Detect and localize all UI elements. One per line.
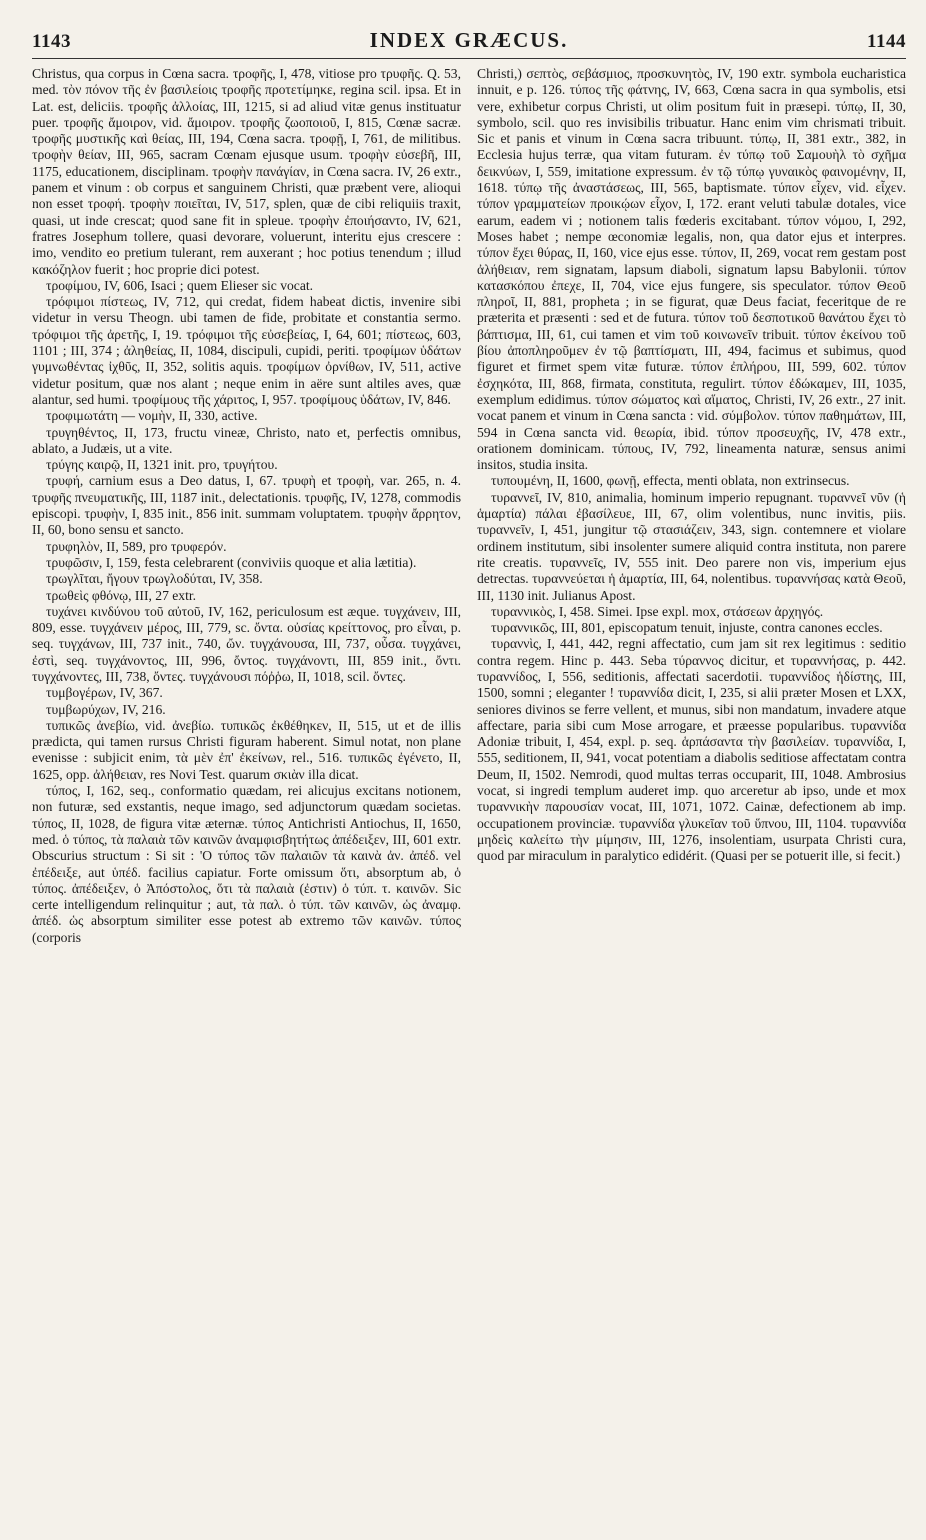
index-entry: τυπικῶς ἀνεβίω, vid. ἀνεβίω. τυπικῶς ἐκθέθηκεν, II, 515, ut et de illis prædicta, qui tamen rursus Christi figuram haberent. Simul notat, non plane evenisse : subjicit enim, τὰ μὲν ἐπ' ἐκείνων, rel., 516. τυπικῶς ἐγένετο, II, 1625, opp. ἀλήθειαν, res Novi Test. quarum σκιὰν illa dicat. — [32, 717, 461, 782]
index-entry: τροφιμωτάτη — νομὴν, II, 330, active. — [46, 408, 258, 424]
index-entry: τυχάνει κινδύνου τοῦ αὐτοῦ, IV, 162, periculosum est æque. τυγχάνειν, III, 809, esse. τυγχάνειν μέρος, III, 779, sc. ὄντα. οὐσίας κρείττονος, pro εἶναι, p. seq. τυγχάνων, III, 737 init., 740, ὤν. τυγχάνουσα, III, 737, οὖσα. τυγχάνει, ἐστὶ, seq. τυγχάνοντος, III, 996, ὄντος. τυγχάνοντι, III, 859 init., ὄντι. τυγχάνοντες, III, 738, ὄντες. τυγχάνουσι πόῤῥω, II, 1018, scil. ὄντες. — [32, 603, 461, 684]
index-entry: τρωθεὶς φθόνῳ, III, 27 extr. — [46, 587, 197, 603]
index-entry: Christus, qua corpus in Cœna sacra. τροφῆς, I, 478, vitiose pro τρυφῆς. Q. 53, med. τὸν πόνον τῆς ἐν βασιλείοις τροφῆς προτετίμηκε, regina scil. ipsa. Et in Lat. est, deliciis. τροφῆς ἀλλοίας, III, 1215, si ad aliud vitæ genus instituatur puer. τροφῆς ἄμοιρον, vid. ἄμοιρον. τροφῆς ζωοποιοῦ, I, 815, Cœnæ sacræ. τροφῆς μυστικῆς καὶ θείας, III, 194, Cœna sacra. τροφῇ, I, 761, de militibus. τροφὴν θείαν, III, 965, sacram Cœnam ejusque usum. τροφὴν εὐσεβῆ, III, 1175, educationem, disciplinam. τροφὴν πανάγίαν, in Cœna sacra. IV, 26 extr., panem et vinum : ob corpus et sanguinem Christi, quæ præbent vere, alioqui non esset τροφή. τροφὴν ποιεῖται, IV, 517, splen, quæ de cibi reliquiis traxit, quasi, ut inde crescat; quod sane fit in spleue. τροφὴν ἐποιήσαντο, IV, 621, fratres Josephum tollere, quasi devorare, voluerunt, interitu ejus crescere : imo, vendito eo pretium tulerant, rem auxerant ; hoc potius tenendum ; illud κακόζηλον fuerit ; hoc proprie dici potest. — [32, 66, 461, 277]
text-columns — [32, 66, 906, 1532]
index-entry: τυραννικῶς, III, 801, episcopatum tenuit, injuste, contra canones eccles. — [491, 620, 883, 636]
index-entry: τυραννὶς, I, 441, 442, regni affectatio, cum jam sit rex legitimus : seditio contra regem. Hinc p. 443. Seba τύραννος dicitur, et τυραννήσας, p. 442. τυραννίδος, I, 556, seditionis, affectati sacerdotii. τυραννίδος ἡδίστης, III, 1500, somni ; eleganter ! τυραννίδα dicit, I, 235, si alii præter Mosen et LXX, seniores divinos se ferre vellent, et munus, sibi non mandatum, invadere atque affectare, paria sibi cum Mose arrogare, et præesse popularibus. τυραννίδα Adoniæ tribuit, I, 454, expl. p. seq. ἁρπάσαντα τὴν βασιλείαν. τυραννίδα, I, 555, seditionem, II, 941, vocat potentiam a diabolis seditiose affectatam contra Deum, II, 1502. Nemrodi, quod multas terras occuparit, III, 1048. Ambrosius vocat, si ingredi templum auderet imp. quo arceretur ab ipso, unde et mox τυραννικὴν παρουσίαν vocat, III, 1071, 1072. Cainæ, defectionem ab imp. occupationem provinciæ. τυραννίδα γλυκεῖαν τοῦ ὕπνου, III, 1104. τυραννίδα μηδεὶς καλείτω τὴν μίμησιν, III, 1276, insolentiam, usurpata Christi cura, quod par miraculum in paralytico edidérit. (Quasi per se potuerit ille, si fecit.) — [477, 636, 906, 864]
page-number-right: 1144 — [867, 31, 906, 52]
left-column — [32, 66, 461, 1532]
header-rule — [32, 58, 906, 59]
running-title: INDEX GRÆCUS. — [369, 28, 569, 52]
right-column — [477, 66, 906, 1532]
index-entry: τυραννεῖ, IV, 810, animalia, hominum imperio repugnant. τυραννεῖ νῦν (ἡ ἁμαρτία) πάλαι ἐβασίλευε, III, 67, olim volentibus, nunc invitis, piis. τυραννεῖν, I, 451, jungitur τῷ στασιάζειν, 343, sign. contemnere et violare ordinem institutum, sibi insolenter sumere aliquid contra instituta, non parere rite creatis. τυραννεῖς, IV, 555 init. Deo parere non vis, imperium ejus detrectas. τυραννεύεται ἡ ἁμαρτία, III, 64, nolentibus. τυραννήσας κατὰ Θεοῦ, III, 1130 init. Julianus Apost. — [477, 489, 906, 603]
index-entry: τρωγλῖται, ἤγουν τρωγλοδύται, IV, 358. — [46, 571, 263, 587]
index-entry: τυμβωρύχων, IV, 216. — [46, 701, 166, 717]
index-entry: τρόφιμοι πίστεως, IV, 712, qui credat, fidem habeat dictis, invenire sibi videtur in versu Theogn. ubi tamen de fide, probitate et constantia sermo. τρόφιμοι τῆς ἀρετῆς, I, 19. τρόφιμοι τῆς εὐσεβείας, I, 64, 601; πίστεως, 603, 1101 ; III, 374 ; ἀληθείας, II, 1084, discipuli, cupidi, periti. τροφίμων ὑδάτων γυμνωθέντας ἰχθῦς, II, 352, solitis aquis. τροφίμων ὀρνίθων, IV, 511, active videtur positum, quæ nos alant ; neque enim in aëre sunt altiles aves, quæ alantur, sed humi. τροφίμους τῆς χάριτος, I, 957. τροφίμους ὑδάτων, IV, 846. — [32, 294, 461, 407]
index-entry: τροφίμου, IV, 606, Isaci ; quem Elieser sic vocat. — [46, 277, 314, 293]
page-number-left: 1143 — [32, 31, 71, 52]
index-entry: τρύγης καιρῷ, II, 1321 init. pro, τρυγήτου. — [46, 457, 278, 473]
index-entry: τρυφῶσιν, I, 159, festa celebrarent (conviviis quoque et alia lætitia). — [46, 554, 417, 570]
index-entry: τυραννικὸς, I, 458. Simei. Ipse expl. mox, στάσεων ἀρχηγός. — [491, 603, 824, 619]
page-header — [32, 28, 906, 54]
index-entry: τυπουμένη, II, 1600, φωνῇ, effecta, menti oblata, non extrinsecus. — [491, 473, 850, 489]
index-entry: τρυφηλὸν, II, 589, pro τρυφερόν. — [46, 538, 227, 554]
index-entry: Christi,) σεπτὸς, σεβάσμιος, προσκυνητὸς, IV, 190 extr. symbola eucharistica innuit, e p. 126. τύπος τῆς φάτνης, IV, 663, Cœna sacra in qua symbolis, etsi vere, exhibetur corpus Christi, ut olim positum fuit in præsepi. τύπῳ, II, 30, symbolo, scil. quo res invisibilis tribuatur. Hanc enim vim chrismati tribuit. Sic et panis et vinum in Cœna sacra tribuunt. τύπῳ, II, 381 extr., 382, in Ecclesia hujus terræ, qua vitam futuram. ἐν τύπῳ τοῦ Σαμουὴλ τὸ σχῆμα δεικνύων, I, 559, imitatione expressum. ἐν τῷ τύπῳ γυναικὸς φαινομένην, II, 1618. τύπῳ τῆς ἀναστάσεως, III, 565, baptismate. τύπον εἶχεν, vid. εἶχεν. τύπον γραμματείων προικῴων εἶχον, I, 172. erant veluti tabulæ dotales, vice earum, eadem vi ; notionem talis fœderis excitabant. τύπον νόμου, I, 292, Moses habet ; nempe œconomiæ legalis, non, qua dator ejus et interpres. τύπον ἔχει θύρας, II, 160, vice ejus esse. τύπον, II, 269, vocat rem gestam post ἀλήθειαν, rem signatam, lapsum diaboli, signatum lapsu Babylonii. τύπον κατασκόπου ἐπεχε, II, 704, vice ejus fungere, sis speculator. τύπον Θεοῦ πληροῖ, II, 881, propheta ; in se figurat, quæ Deus faciat, feceritque de re præterita et præsenti : sed et de futura. τύπον τοῦ δεσποτικοῦ θανάτου ἔχει τὸ βάπτισμα, III, 61, cui tamen et vim τοῦ κοινωνεῖν tribuit. τύπον ἐκείνου τοῦ βίου ἀποπληροῦμεν ἐν τῷ βαπτίσματι, III, 494, facimus et subimus, quod figuret et firmet spem vitæ futuræ. τύπον ἐπλήρου, III, 599, 602. τύπον ἐσχηκότα, III, 868, firmata, constituta, regulirt. τύπον ἐδώκαμεν, III, 1035, exemplum edidimus. τύπον σώματος καὶ αἵματος, Christi, IV, 26 extr., 27 init. vocat panem et vinum in Cœna sancta : vid. σύμβολον. τύπον παθημάτων, III, 594 in Cœna sancta vid. θεωρία, ibid. τύπον προσευχῆς, IV, 478 extr., orationem dominicam. τύπους, IV, 792, lineamenta naturæ, sensus animi insitos, studia insita. — [477, 66, 906, 473]
index-entry: τρυγηθέντος, II, 173, fructu vineæ, Christo, nato et, perfectis omnibus, ablato, a Judæis, ut a vite. — [32, 424, 461, 456]
index-entry: τυμβογέρων, IV, 367. — [46, 685, 163, 701]
index-entry: τύπος, I, 162, seq., conformatio quædam, rei alicujus excitans notionem, non futuræ, sed exstantis, neque imago, sed adjunctorum quædam societas. τύπος, II, 1028, de figura vitæ æternæ. τύπος Antichristi Antiochus, II, 1650, med. ὁ τύπος, τὰ παλαιὰ τῶν καινῶν ἀναμφισβητήτως ἀπέδειξεν, III, 601 extr. Obscurius structum : Si sit : 'Ο τύπος τῶν παλαιῶν τὰ καινὰ ἀν. ἀπέδ. vel ἐπέδειξε, aut ὑπέδ. facilius capiatur. Forte omissum ὅτι, absorptum ab, ὁ τύπος. ἀπέδειξεν, ὁ Ἀπόστολος, ὅτι τὰ παλαιὰ (ἐστιν) ὁ τύπ. τ. καινῶν. Sic certe intelligendum relinquitur ; aut, τὰ παλ. ὁ τύπ. τῶν καινῶν, ὡς ἀναμφ. ἀπέδ. ὡς absorptum similiter esse potest ab extremo τῶν καινῶν. τύπος (corporis — [32, 783, 461, 945]
index-entry: τρυφή, carnium esus a Deo datus, I, 67. τρυφὴ et τροφὴ, var. 265, n. 4. τρυφῆς πνευματικῆς, III, 1187 init., delectationis. τρυφῆς, IV, 1278, commodis episcopi. τρυφὴν, I, 835 init., 856 init. summam voluptatem. τρυφὴν ἄρρητον, II, 60, bono sensu et sancto. — [32, 473, 461, 538]
